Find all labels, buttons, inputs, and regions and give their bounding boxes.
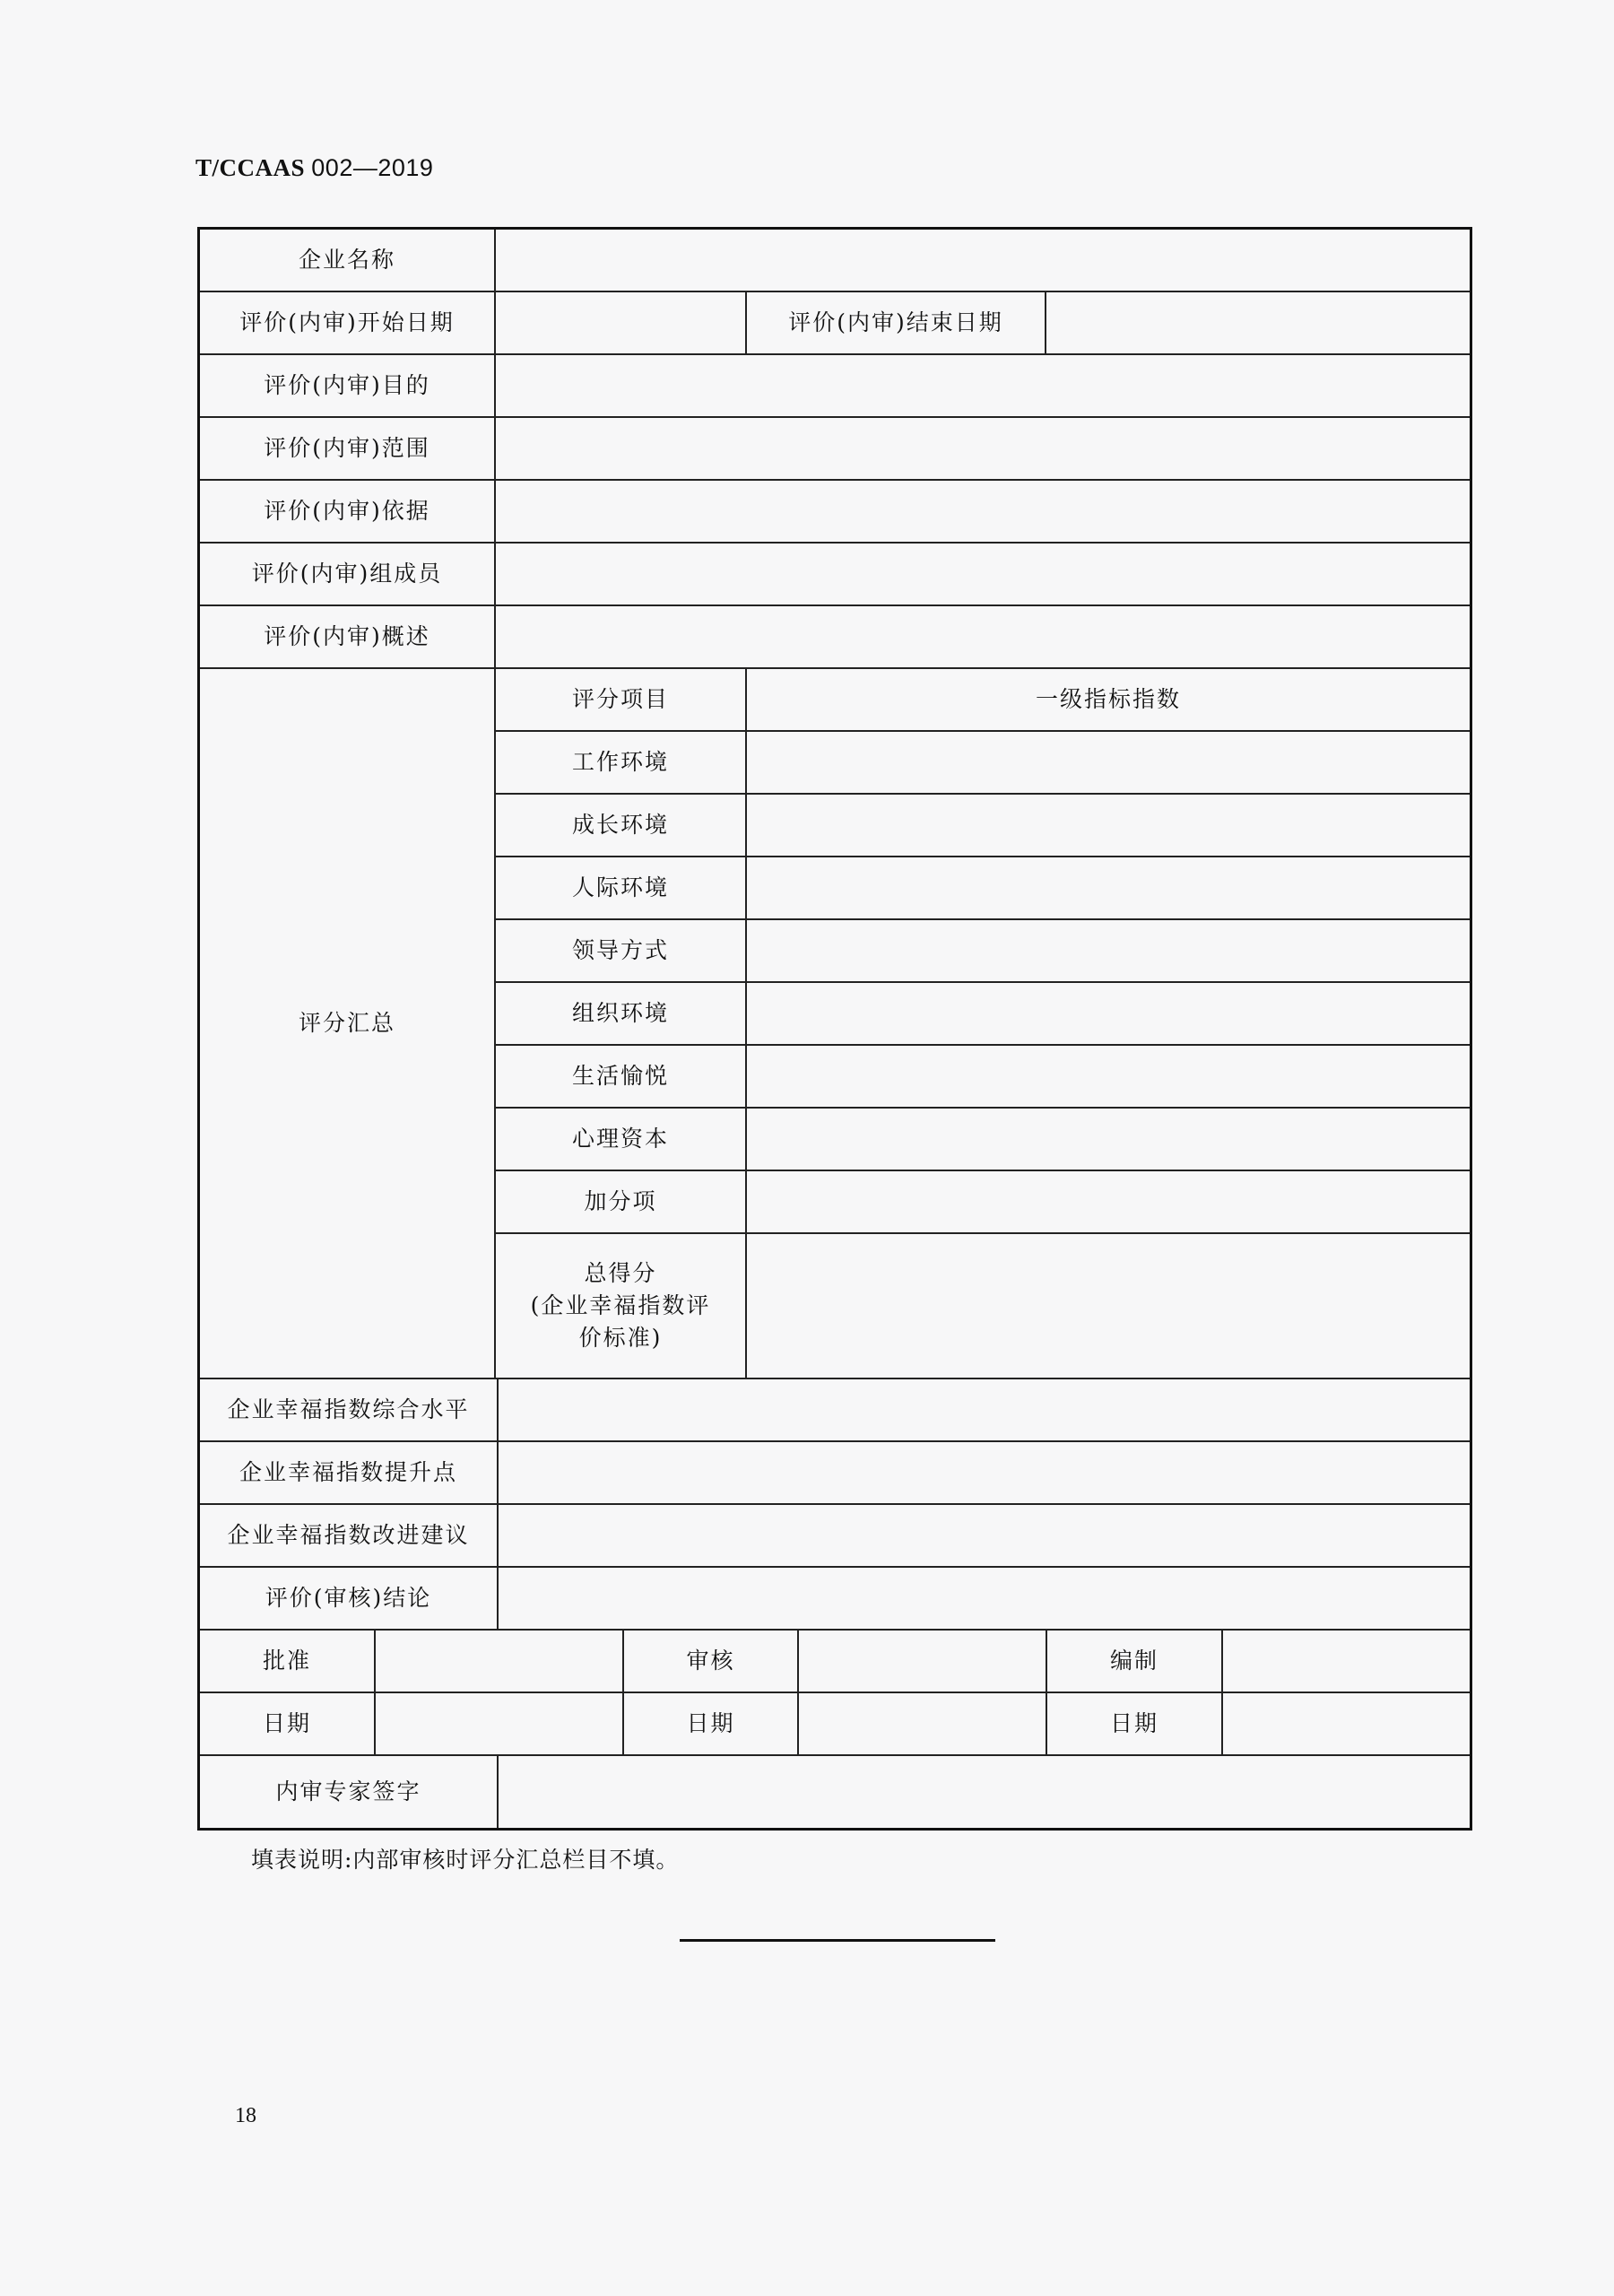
review-date-field[interactable] [799,1693,1047,1756]
members-label: 评价(内审)组成员 [200,544,496,606]
improvement-points-label: 企业幸福指数提升点 [200,1442,499,1505]
expert-signature-field[interactable] [499,1756,1470,1828]
total-label-line: 总得分 [584,1259,657,1286]
conclusion-field[interactable] [499,1568,1470,1631]
purpose-label: 评价(内审)目的 [200,355,496,418]
total-label-line: 价标准) [578,1325,663,1352]
purpose-field[interactable] [496,355,1470,418]
overall-level-field[interactable] [499,1379,1470,1442]
basis-label: 评价(内审)依据 [200,481,496,544]
page-number: 18 [235,2104,256,2127]
prepare-field[interactable] [1223,1631,1470,1693]
review-date-label: 日期 [624,1693,799,1756]
score-item-total [496,1234,747,1379]
total-label-line: (企业幸福指数评 [530,1292,711,1318]
start-date-label: 评价(内审)开始日期 [200,292,496,355]
score-value-field[interactable] [747,795,1470,857]
score-item-interpersonal-environment: 人际环境 [496,857,747,920]
score-summary-label: 评分汇总 [200,669,496,1379]
review-field[interactable] [799,1631,1047,1693]
standard-number: 002—2019 [311,154,434,181]
end-divider [680,1939,995,1942]
overview-field[interactable] [496,606,1470,669]
company-name-label: 企业名称 [200,230,496,292]
score-item-work-environment: 工作环境 [496,732,747,795]
improvement-points-field[interactable] [499,1442,1470,1505]
prepare-date-label: 日期 [1047,1693,1223,1756]
score-value-field[interactable] [747,857,1470,920]
score-item-bonus-points: 加分项 [496,1171,747,1234]
prepare-label: 编制 [1047,1631,1223,1693]
approve-field[interactable] [376,1631,624,1693]
improvement-suggestions-label: 企业幸福指数改进建议 [200,1505,499,1568]
total-score-field[interactable] [747,1234,1470,1379]
start-date-field[interactable] [496,292,747,355]
score-item-leadership-style: 领导方式 [496,920,747,983]
overall-level-label: 企业幸福指数综合水平 [200,1379,499,1442]
approve-date-field[interactable] [376,1693,624,1756]
score-item-life-happiness: 生活愉悦 [496,1046,747,1109]
overview-label: 评价(内审)概述 [200,606,496,669]
review-label: 审核 [624,1631,799,1693]
standard-code: T/CCAAS [195,154,306,181]
score-value-field[interactable] [747,1109,1470,1171]
members-field[interactable] [496,544,1470,606]
score-value-field[interactable] [747,1171,1470,1234]
end-date-label: 评价(内审)结束日期 [747,292,1046,355]
document-header [195,154,433,182]
score-value-field[interactable] [747,732,1470,795]
score-value-field[interactable] [747,1046,1470,1109]
prepare-date-field[interactable] [1223,1693,1470,1756]
conclusion-label: 评价(审核)结论 [200,1568,499,1631]
scope-field[interactable] [496,418,1470,481]
basis-field[interactable] [496,481,1470,544]
expert-signature-label: 内审专家签字 [200,1756,499,1828]
score-value-field[interactable] [747,920,1470,983]
approve-date-label: 日期 [200,1693,376,1756]
score-item-organizational-environment: 组织环境 [496,983,747,1046]
scope-label: 评价(内审)范围 [200,418,496,481]
score-item-header: 评分项目 [496,669,747,732]
evaluation-form-table [197,227,1472,1831]
approve-label: 批准 [200,1631,376,1693]
score-value-field[interactable] [747,983,1470,1046]
score-index-header: 一级指标指数 [747,669,1470,732]
score-item-growth-environment: 成长环境 [496,795,747,857]
company-name-field[interactable] [496,230,1470,292]
improvement-suggestions-field[interactable] [499,1505,1470,1568]
end-date-field[interactable] [1046,292,1470,355]
fill-instructions-note: 填表说明:内部审核时评分汇总栏目不填。 [251,1847,680,1873]
score-item-psychological-capital: 心理资本 [496,1109,747,1171]
